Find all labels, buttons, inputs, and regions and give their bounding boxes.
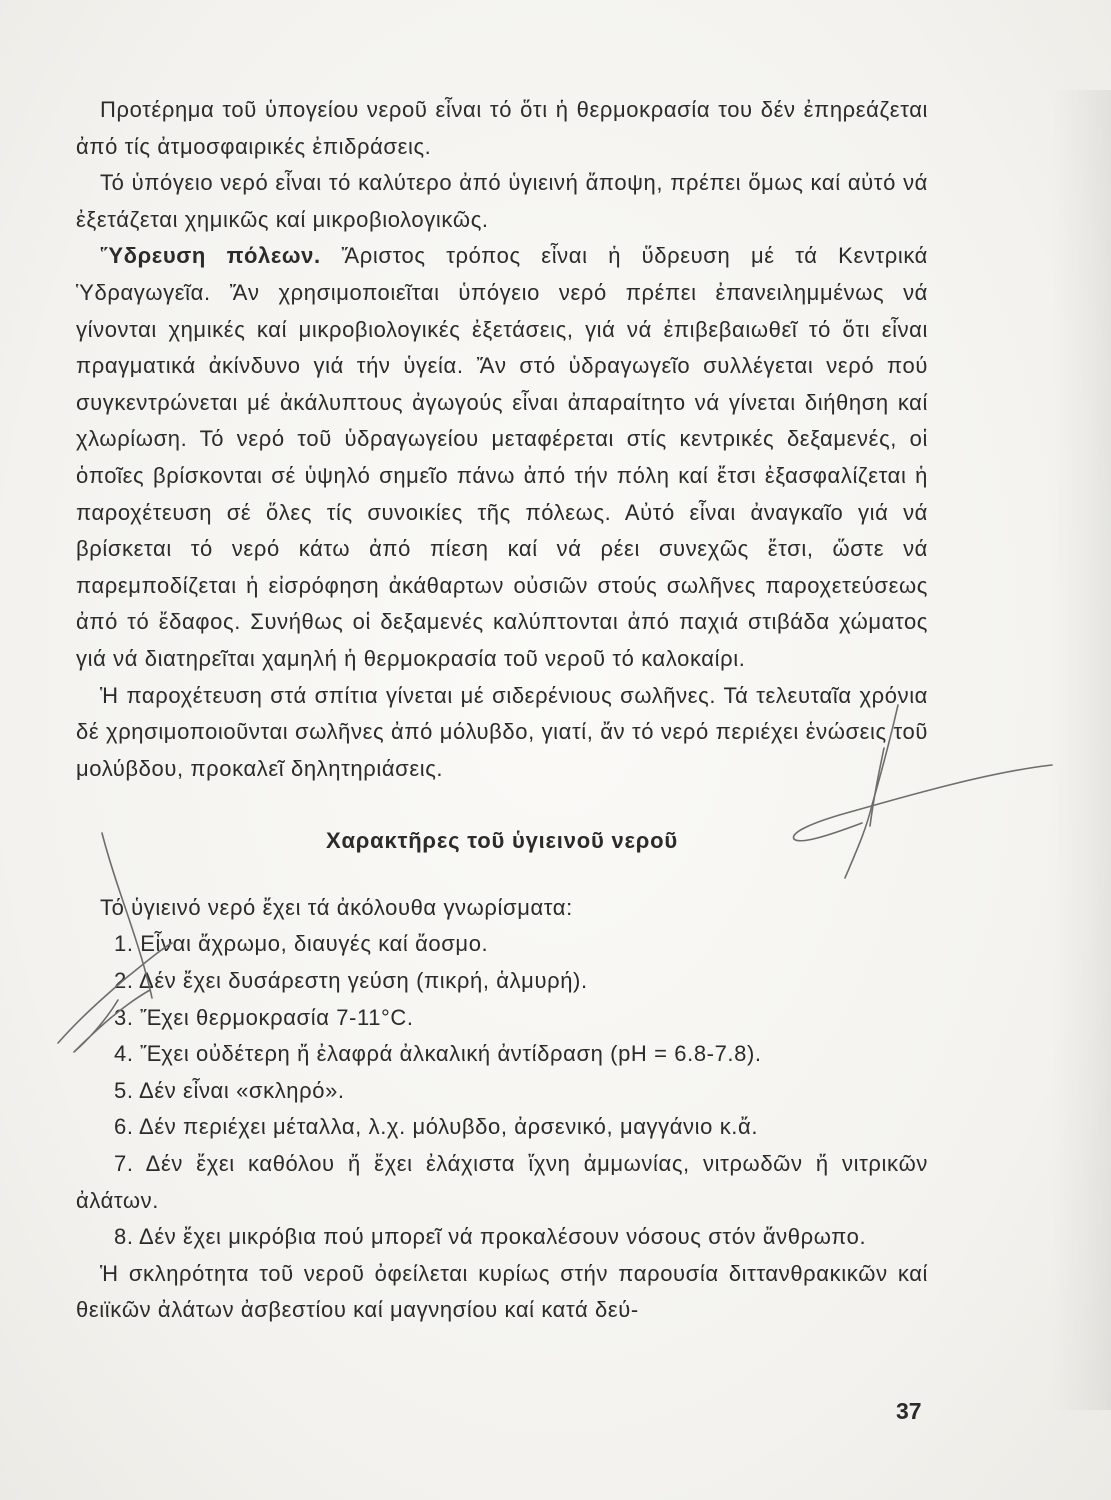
paragraph-groundwater-advantage: Προτέρημα τοῦ ὑπογείου νεροῦ εἶναι τό ὅτι ἡ θερμοκρασία του δέν ἐπηρεάζεται ἀπό τίς ἀτμοσφαιρικές ἐπιδράσεις. — [76, 97, 928, 159]
page-body — [76, 92, 928, 1329]
bleed-through-shadow — [1051, 90, 1111, 1410]
characteristics-list — [76, 926, 928, 1255]
paragraph-city-water-supply-body: Ἄριστος τρόπος εἶναι ἡ ὕδρευση μέ τά Κεντρικά Ὑδραγωγεῖα. Ἄν χρησιμοποιεῖται ὑπόγειο νερό πρέπει ἐπανειλημμένως νά γίνονται χημικές καί μικροβιολογικές ἐξετάσεις, γιά νά ἐπιβεβαιωθεῖ τό ὅτι εἶναι πραγματικά ἀκίνδυνο γιά τήν ὑγεία. Ἄν στό ὑδραγωγεῖο συλλέγεται νερό πού συγκεντρώνεται μέ ἀκάλυπτους ἀγωγούς εἶναι ἀπαραίτητο νά γίνεται διήθηση καί χλωρίωση. Τό νερό τοῦ ὑδραγωγείου μεταφέρεται στίς κεντρικές δεξαμενές, οἱ ὁποῖες βρίσκονται σέ ὑψηλό σημεῖο πάνω ἀπό τήν πόλη καί ἔτσι ἐξασφαλίζεται ἡ παροχέτευση σέ ὅλες τίς συνοικίες τῆς πόλεως. Αὐτό εἶναι ἀναγκαῖο γιά νά βρίσκεται τό νερό κάτω ἀπό πίεση καί νά ρέει συνεχῶς ἔτσι, ὥστε νά παρεμποδίζεται ἡ εἰσρόφηση ἀκάθαρτων οὐσιῶν στούς σωλῆνες παροχετεύσεως ἀπό τό ἔδαφος. Συνήθως οἱ δεξαμενές καλύπτονται ἀπό παχιά στιβάδα χώματος γιά νά διατηρεῖται χαμηλή ἡ θερμοκρασία τοῦ νεροῦ τό καλοκαίρι. — [76, 243, 929, 671]
run-in-heading: Ὕδρευση πόλεων. — [100, 243, 321, 269]
paragraph-house-pipes: Ἡ παροχέτευση στά σπίτια γίνεται μέ σιδερένιους σωλῆνες. Τά τελευταῖα χρόνια δέ χρησιμοποιοῦνται σωλῆνες ἀπό μόλυβδο, γιατί, ἄν τό νερό περιέχει ἑνώσεις τοῦ μολύβδου, προκαλεῖ δηλητηριάσεις. — [76, 682, 928, 781]
list-item: 6. Δέν περιέχει μέταλλα, λ.χ. μόλυβδο, ἀρσενικό, μαγγάνιο κ.ἄ. — [114, 1114, 759, 1140]
list-item: 1. Εἶναι ἄχρωμο, διαυγές καί ἄοσμο. — [114, 931, 489, 957]
list-item: 3. Ἔχει θερμοκρασία 7-11°C. — [114, 1004, 414, 1030]
list-item: 2. Δέν ἔχει δυσάρεστη γεύση (πικρή, ἁλμυρή). — [114, 968, 588, 994]
list-item: 4. Ἔχει οὐδέτερη ἤ ἐλαφρά ἀλκαλική ἀντίδραση (pH = 6.8-7.8). — [114, 1041, 762, 1067]
section-heading: Χαρακτῆρες τοῦ ὑγιεινοῦ νεροῦ — [325, 828, 679, 854]
paragraph-water-hardness: Ἡ σκληρότητα τοῦ νεροῦ ὀφείλεται κυρίως στήν παρουσία διττανθρακικῶν καί θειϊκῶν ἀλάτων ἀσβεστίου καί μαγνησίου καί κατά δεύ- — [76, 1260, 928, 1323]
list-intro: Τό ὑγιεινό νερό ἔχει τά ἀκόλουθα γνωρίσματα: — [100, 894, 573, 920]
page-number: 37 — [896, 1398, 922, 1424]
list-item: 8. Δέν ἔχει μικρόβια πού μπορεῖ νά προκαλέσουν νόσους στόν ἄνθρωπο. — [114, 1224, 867, 1250]
paragraph-groundwater-quality: Τό ὑπόγειο νερό εἶναι τό καλύτερο ἀπό ὑγιεινή ἄποψη, πρέπει ὅμως καί αὐτό νά ἐξετάζεται χημικῶς καί μικροβιολογικῶς. — [76, 170, 928, 232]
list-item: 7. Δέν ἔχει καθόλου ἤ ἔχει ἐλάχιστα ἴχνη ἀμμωνίας, νιτρωδῶν ἤ νιτρικῶν ἀλάτων. — [76, 1151, 928, 1213]
list-item: 5. Δέν εἶναι «σκληρό». — [114, 1077, 345, 1103]
paragraph-city-water-supply — [76, 238, 928, 677]
